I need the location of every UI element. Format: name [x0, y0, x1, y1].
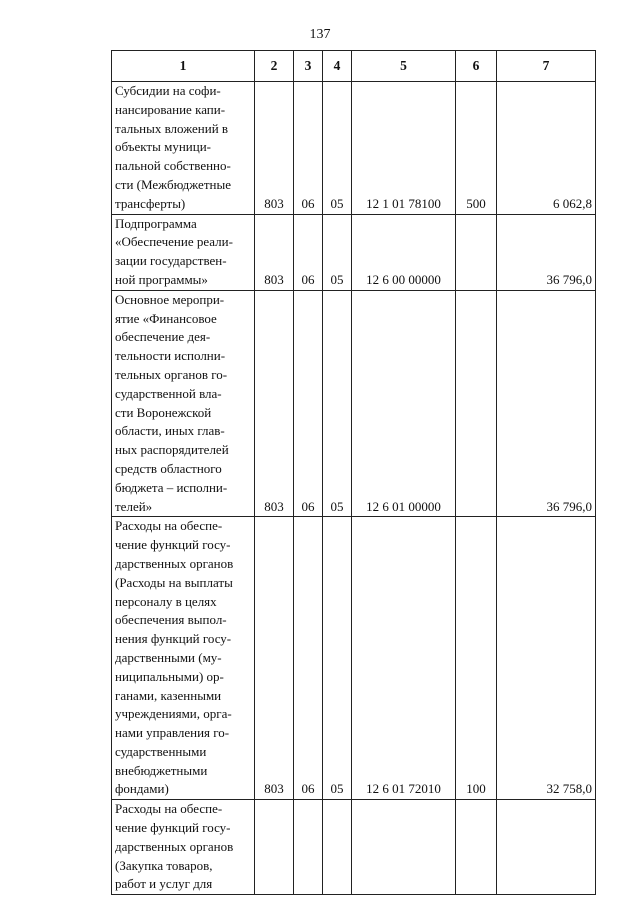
row-sum: 36 796,0 — [497, 214, 596, 290]
row-sum — [497, 800, 596, 895]
row-vr — [456, 800, 497, 895]
row-csr: 12 6 01 00000 — [352, 290, 456, 517]
row-gr: 803 — [255, 517, 294, 800]
header-col-5: 5 — [352, 51, 456, 82]
budget-table — [111, 50, 596, 895]
row-rz: 06 — [294, 517, 323, 800]
row-sum: 36 796,0 — [497, 290, 596, 517]
header-col-3: 3 — [294, 51, 323, 82]
row-rz: 06 — [294, 82, 323, 215]
header-col-2: 2 — [255, 51, 294, 82]
row-name: Основное меропри- ятие «Финансовое обеспечение дея- тельности исполни- тельных органов го- сударственной вла- сти Воронежской области, иных глав- ных распорядителей средств областного бюджета – исполни- телей» — [112, 290, 255, 517]
page-number: 137 — [309, 27, 331, 42]
row-csr: 12 6 01 72010 — [352, 517, 456, 800]
row-csr: 12 6 00 00000 — [352, 214, 456, 290]
table-row — [112, 82, 596, 215]
row-vr: 500 — [456, 82, 497, 215]
row-rz: 06 — [294, 214, 323, 290]
row-vr: 100 — [456, 517, 497, 800]
row-gr: 803 — [255, 82, 294, 215]
row-gr — [255, 800, 294, 895]
row-pr — [323, 800, 352, 895]
row-gr: 803 — [255, 214, 294, 290]
row-name: Подпрограмма «Обеспечение реали- зации государствен- ной программы» — [112, 214, 255, 290]
header-col-1: 1 — [112, 51, 255, 82]
row-gr: 803 — [255, 290, 294, 517]
header-col-7: 7 — [497, 51, 596, 82]
row-rz: 06 — [294, 290, 323, 517]
row-pr: 05 — [323, 517, 352, 800]
table-row — [112, 800, 596, 895]
table-row — [112, 517, 596, 800]
row-name: Субсидии на софи- нансирование капи- тальных вложений в объекты муници- пальной собственно- сти (Межбюджетные трансферты) — [112, 82, 255, 215]
row-rz — [294, 800, 323, 895]
table-header-row — [112, 51, 596, 82]
row-pr: 05 — [323, 82, 352, 215]
row-csr: 12 1 01 78100 — [352, 82, 456, 215]
row-sum: 6 062,8 — [497, 82, 596, 215]
row-vr — [456, 290, 497, 517]
row-pr: 05 — [323, 214, 352, 290]
row-vr — [456, 214, 497, 290]
table-row — [112, 290, 596, 517]
row-sum: 32 758,0 — [497, 517, 596, 800]
table-row — [112, 214, 596, 290]
row-name: Расходы на обеспе- чение функций госу- дарственных органов (Расходы на выплаты персоналу в целях обеспечения выпол- нения функций госу- дарственными (му- ниципальными) ор- ганами, казенными учреждениями, орга- нами управления го- сударственными внебюджетными фондами) — [112, 517, 255, 800]
row-pr: 05 — [323, 290, 352, 517]
row-csr — [352, 800, 456, 895]
header-col-6: 6 — [456, 51, 497, 82]
row-name: Расходы на обеспе- чение функций госу- дарственных органов (Закупка товаров, работ и услуг для — [112, 800, 255, 895]
header-col-4: 4 — [323, 51, 352, 82]
